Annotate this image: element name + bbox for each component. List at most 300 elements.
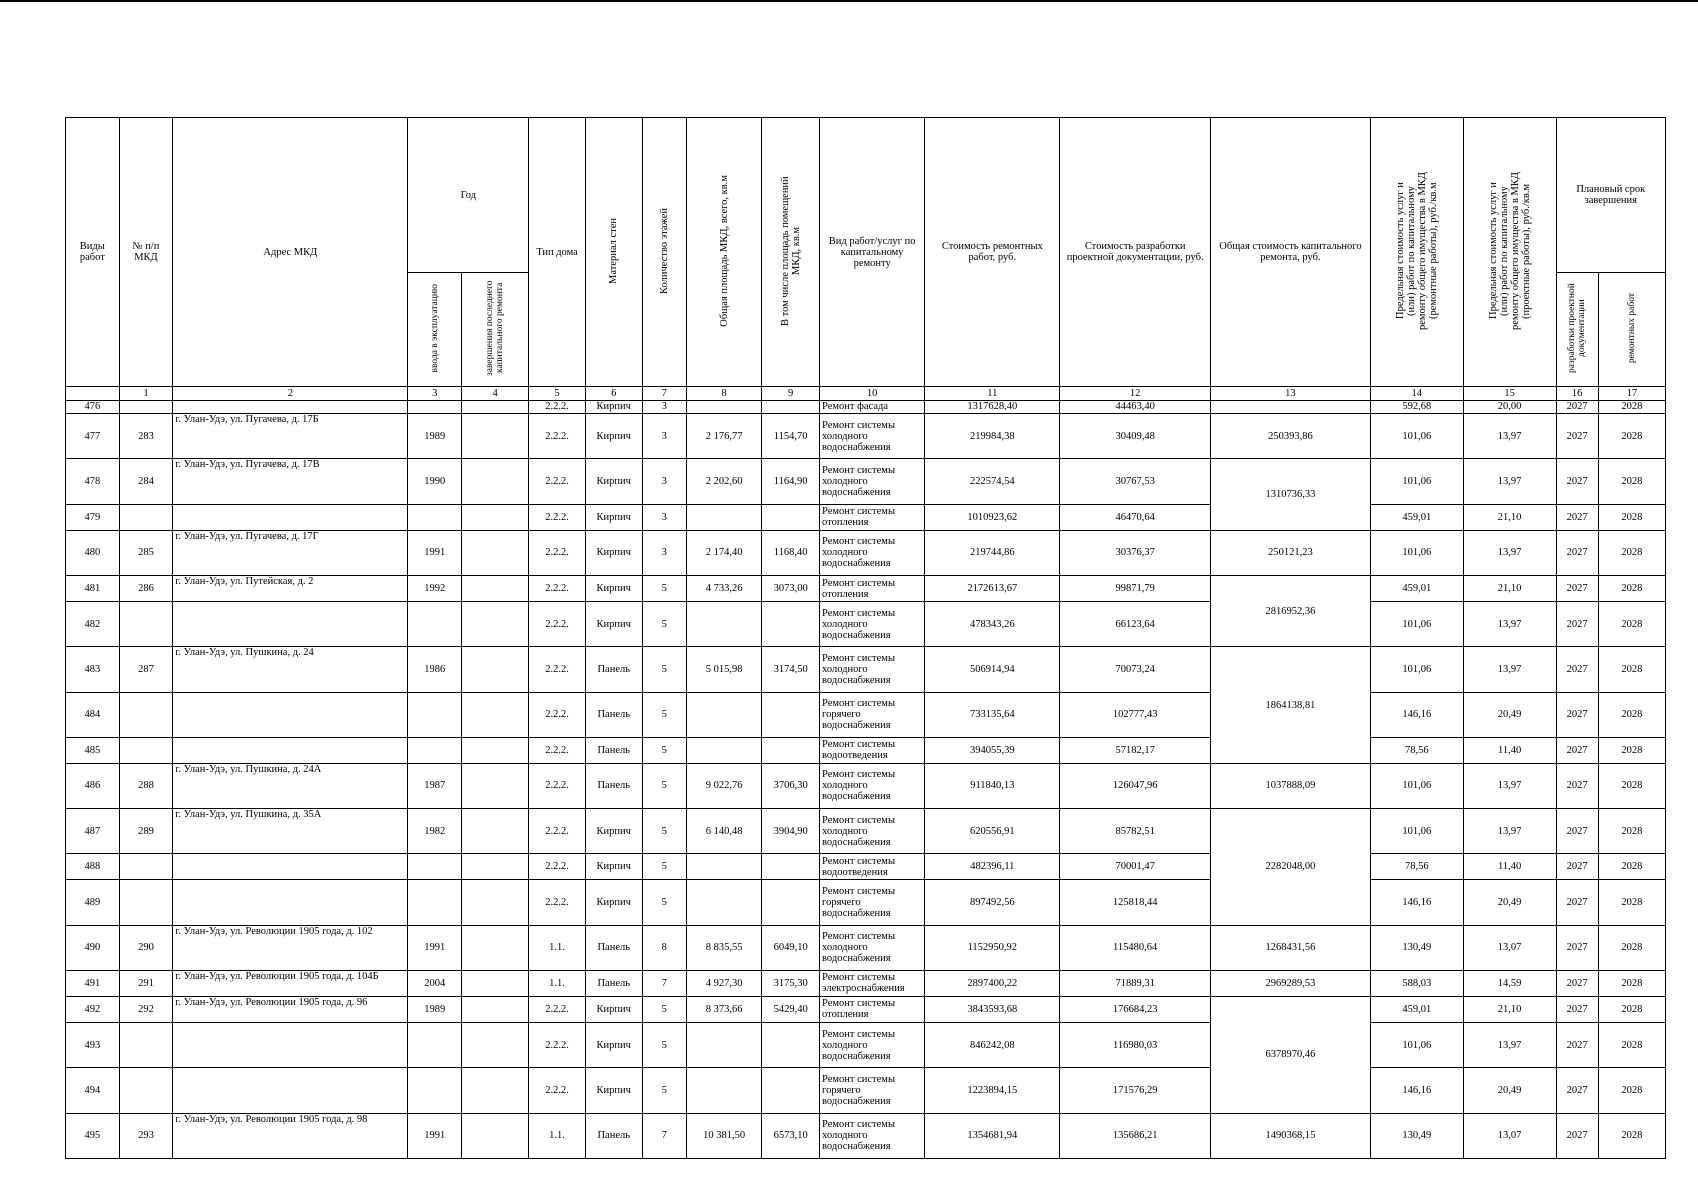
design-cost-cell: 171576,29 <box>1060 1068 1211 1113</box>
total-area-cell <box>686 504 761 530</box>
table-row <box>66 737 1666 763</box>
year-commissioned-cell <box>408 737 462 763</box>
work-kind-cell: 490 <box>66 925 120 970</box>
repair-cost-cell: 1223894,15 <box>925 1068 1060 1113</box>
year-last-repair-cell <box>462 763 529 808</box>
table-row <box>66 504 1666 530</box>
column-number: 6 <box>585 387 642 401</box>
limit-design-cell: 11,40 <box>1463 737 1556 763</box>
address-cell <box>173 854 408 880</box>
year-last-repair-cell <box>462 414 529 459</box>
work-kind-cell: 488 <box>66 854 120 880</box>
address-cell: г. Улан-Удэ, ул. Пушкина, д. 24А <box>173 763 408 808</box>
page-top-border <box>0 0 1698 2</box>
wall-material-cell: Кирпич <box>585 459 642 504</box>
premises-area-cell: 3706,30 <box>762 763 820 808</box>
table-row <box>66 809 1666 854</box>
table-row <box>66 854 1666 880</box>
mkd-no-cell <box>119 504 173 530</box>
deadline-design-cell: 2027 <box>1556 737 1598 763</box>
year-commissioned-cell: 1989 <box>408 414 462 459</box>
table-row <box>66 1068 1666 1113</box>
deadline-design-cell: 2027 <box>1556 575 1598 601</box>
address-cell <box>173 880 408 925</box>
mkd-no-cell: 290 <box>119 925 173 970</box>
header-floors: Количество этажей <box>642 118 686 387</box>
premises-area-cell: 3073,00 <box>762 575 820 601</box>
mkd-no-cell <box>119 692 173 737</box>
repair-cost-cell: 1317628,40 <box>925 400 1060 414</box>
table-row <box>66 1113 1666 1158</box>
limit-design-cell: 21,10 <box>1463 575 1556 601</box>
address-cell: г. Улан-Удэ, ул. Революции 1905 года, д. 96 <box>173 996 408 1022</box>
mkd-no-cell: 283 <box>119 414 173 459</box>
year-last-repair-cell <box>462 575 529 601</box>
deadline-repair-cell: 2028 <box>1598 459 1665 504</box>
year-commissioned-cell <box>408 854 462 880</box>
total-cost-cell: 1864138,81 <box>1210 647 1370 764</box>
column-number: 4 <box>462 387 529 401</box>
limit-repair-cell: 588,03 <box>1370 970 1463 996</box>
header-year: Год <box>408 118 529 273</box>
design-cost-cell: 70073,24 <box>1060 647 1211 692</box>
limit-repair-cell: 101,06 <box>1370 763 1463 808</box>
address-cell <box>173 504 408 530</box>
address-cell <box>173 602 408 647</box>
service-type-cell: Ремонт системы холодного водоснабжения <box>820 530 925 575</box>
mkd-no-cell: 287 <box>119 647 173 692</box>
address-cell: г. Улан-Удэ, ул. Революции 1905 года, д. 98 <box>173 1113 408 1158</box>
address-cell: г. Улан-Удэ, ул. Путейская, д. 2 <box>173 575 408 601</box>
mkd-no-cell <box>119 400 173 414</box>
table-row <box>66 763 1666 808</box>
design-cost-cell: 176684,23 <box>1060 996 1211 1022</box>
service-type-cell: Ремонт системы горячего водоснабжения <box>820 692 925 737</box>
design-cost-cell: 66123,64 <box>1060 602 1211 647</box>
mkd-no-cell <box>119 1023 173 1068</box>
house-type-cell: 1.1. <box>529 970 586 996</box>
header-limit-repair: Предельная стоимость услуг и (или) работ по капитальному ремонту общего имущества в МКД (ремонтные работы), руб./кв.м <box>1370 118 1463 387</box>
work-kind-cell: 476 <box>66 400 120 414</box>
header-deadline: Плановый срок завершения <box>1556 118 1665 273</box>
service-type-cell: Ремонт системы водоотведения <box>820 737 925 763</box>
address-cell: г. Улан-Удэ, ул. Пугачева, д. 17Г <box>173 530 408 575</box>
address-cell: г. Улан-Удэ, ул. Пушкина, д. 24 <box>173 647 408 692</box>
service-type-cell: Ремонт системы холодного водоснабжения <box>820 925 925 970</box>
header-mkd-no: № п/п МКД <box>119 118 173 387</box>
design-cost-cell: 71889,31 <box>1060 970 1211 996</box>
deadline-design-cell: 2027 <box>1556 854 1598 880</box>
total-area-cell <box>686 854 761 880</box>
total-area-cell <box>686 400 761 414</box>
total-cost-cell: 1268431,56 <box>1210 925 1370 970</box>
column-number: 9 <box>762 387 820 401</box>
limit-design-cell: 13,97 <box>1463 602 1556 647</box>
premises-area-cell <box>762 880 820 925</box>
service-type-cell: Ремонт системы холодного водоснабжения <box>820 414 925 459</box>
repair-cost-cell: 733135,64 <box>925 692 1060 737</box>
column-number: 15 <box>1463 387 1556 401</box>
premises-area-cell <box>762 854 820 880</box>
year-last-repair-cell <box>462 737 529 763</box>
limit-repair-cell: 101,06 <box>1370 602 1463 647</box>
mkd-no-cell <box>119 737 173 763</box>
mkd-no-cell: 289 <box>119 809 173 854</box>
house-type-cell: 2.2.2. <box>529 854 586 880</box>
limit-repair-cell: 78,56 <box>1370 854 1463 880</box>
column-number: 10 <box>820 387 925 401</box>
column-number: 1 <box>119 387 173 401</box>
column-number-row <box>66 387 1666 401</box>
service-type-cell: Ремонт системы горячего водоснабжения <box>820 880 925 925</box>
address-cell: г. Улан-Удэ, ул. Революции 1905 года, д. 102 <box>173 925 408 970</box>
column-number: 14 <box>1370 387 1463 401</box>
total-cost-cell: 2816952,36 <box>1210 575 1370 646</box>
work-kind-cell: 482 <box>66 602 120 647</box>
premises-area-cell <box>762 737 820 763</box>
house-type-cell: 2.2.2. <box>529 602 586 647</box>
table-row <box>66 530 1666 575</box>
deadline-repair-cell: 2028 <box>1598 970 1665 996</box>
wall-material-cell: Панель <box>585 692 642 737</box>
total-area-cell: 6 140,48 <box>686 809 761 854</box>
premises-area-cell <box>762 504 820 530</box>
deadline-repair-cell: 2028 <box>1598 996 1665 1022</box>
total-area-cell <box>686 880 761 925</box>
repair-cost-cell: 394055,39 <box>925 737 1060 763</box>
wall-material-cell: Кирпич <box>585 996 642 1022</box>
year-commissioned-cell: 1991 <box>408 925 462 970</box>
deadline-repair-cell: 2028 <box>1598 1068 1665 1113</box>
column-number: 3 <box>408 387 462 401</box>
design-cost-cell: 125818,44 <box>1060 880 1211 925</box>
wall-material-cell: Кирпич <box>585 1023 642 1068</box>
wall-material-cell: Панель <box>585 737 642 763</box>
mkd-no-cell <box>119 602 173 647</box>
service-type-cell: Ремонт системы холодного водоснабжения <box>820 647 925 692</box>
year-commissioned-cell <box>408 400 462 414</box>
premises-area-cell: 5429,40 <box>762 996 820 1022</box>
address-cell: г. Улан-Удэ, ул. Пугачева, д. 17В <box>173 459 408 504</box>
deadline-design-cell: 2027 <box>1556 692 1598 737</box>
table-row <box>66 602 1666 647</box>
floors-cell: 5 <box>642 763 686 808</box>
total-cost-cell: 1310736,33 <box>1210 459 1370 530</box>
total-area-cell <box>686 1068 761 1113</box>
deadline-repair-cell: 2028 <box>1598 400 1665 414</box>
wall-material-cell: Панель <box>585 1113 642 1158</box>
repair-cost-cell: 482396,11 <box>925 854 1060 880</box>
limit-repair-cell: 146,16 <box>1370 880 1463 925</box>
floors-cell: 5 <box>642 575 686 601</box>
deadline-design-cell: 2027 <box>1556 996 1598 1022</box>
deadline-repair-cell: 2028 <box>1598 1023 1665 1068</box>
column-number: 8 <box>686 387 761 401</box>
repair-cost-cell: 620556,91 <box>925 809 1060 854</box>
premises-area-cell: 1154,70 <box>762 414 820 459</box>
total-cost-cell: 250393,86 <box>1210 414 1370 459</box>
deadline-design-cell: 2027 <box>1556 925 1598 970</box>
table-row <box>66 1023 1666 1068</box>
header-service-type: Вид работ/услуг по капитальному ремонту <box>820 118 925 387</box>
wall-material-cell: Кирпич <box>585 854 642 880</box>
service-type-cell: Ремонт системы холодного водоснабжения <box>820 809 925 854</box>
deadline-design-cell: 2027 <box>1556 809 1598 854</box>
wall-material-cell: Кирпич <box>585 602 642 647</box>
design-cost-cell: 102777,43 <box>1060 692 1211 737</box>
year-last-repair-cell <box>462 1113 529 1158</box>
total-area-cell <box>686 602 761 647</box>
mkd-no-cell: 292 <box>119 996 173 1022</box>
floors-cell: 5 <box>642 854 686 880</box>
address-cell <box>173 400 408 414</box>
house-type-cell: 2.2.2. <box>529 880 586 925</box>
header-total-cost: Общая стоимость капитального ремонта, руб. <box>1210 118 1370 387</box>
limit-repair-cell: 101,06 <box>1370 809 1463 854</box>
wall-material-cell: Панель <box>585 763 642 808</box>
work-kind-cell: 487 <box>66 809 120 854</box>
service-type-cell: Ремонт системы холодного водоснабжения <box>820 1113 925 1158</box>
limit-repair-cell: 459,01 <box>1370 504 1463 530</box>
repair-cost-cell: 1354681,94 <box>925 1113 1060 1158</box>
header-address: Адрес МКД <box>173 118 408 387</box>
table-row <box>66 575 1666 601</box>
address-cell: г. Улан-Удэ, ул. Пугачева, д. 17Б <box>173 414 408 459</box>
premises-area-cell <box>762 602 820 647</box>
year-commissioned-cell: 1989 <box>408 996 462 1022</box>
deadline-repair-cell: 2028 <box>1598 880 1665 925</box>
deadline-design-cell: 2027 <box>1556 459 1598 504</box>
year-last-repair-cell <box>462 854 529 880</box>
year-last-repair-cell <box>462 925 529 970</box>
service-type-cell: Ремонт системы холодного водоснабжения <box>820 602 925 647</box>
limit-design-cell: 13,07 <box>1463 925 1556 970</box>
year-commissioned-cell <box>408 880 462 925</box>
repair-cost-cell: 1152950,92 <box>925 925 1060 970</box>
deadline-design-cell: 2027 <box>1556 763 1598 808</box>
house-type-cell: 2.2.2. <box>529 763 586 808</box>
limit-design-cell: 13,07 <box>1463 1113 1556 1158</box>
work-kind-cell: 477 <box>66 414 120 459</box>
floors-cell: 3 <box>642 459 686 504</box>
mkd-no-cell: 291 <box>119 970 173 996</box>
column-number: 5 <box>529 387 586 401</box>
limit-design-cell: 13,97 <box>1463 809 1556 854</box>
floors-cell: 7 <box>642 1113 686 1158</box>
design-cost-cell: 70001,47 <box>1060 854 1211 880</box>
deadline-design-cell: 2027 <box>1556 1068 1598 1113</box>
floors-cell: 3 <box>642 504 686 530</box>
service-type-cell: Ремонт системы холодного водоснабжения <box>820 1023 925 1068</box>
floors-cell: 5 <box>642 692 686 737</box>
design-cost-cell: 30767,53 <box>1060 459 1211 504</box>
total-area-cell: 2 176,77 <box>686 414 761 459</box>
limit-repair-cell: 101,06 <box>1370 459 1463 504</box>
deadline-design-cell: 2027 <box>1556 530 1598 575</box>
year-commissioned-cell <box>408 1023 462 1068</box>
year-commissioned-cell: 2004 <box>408 970 462 996</box>
year-last-repair-cell <box>462 1068 529 1113</box>
repair-cost-cell: 3843593,68 <box>925 996 1060 1022</box>
house-type-cell: 2.2.2. <box>529 1023 586 1068</box>
year-commissioned-cell: 1992 <box>408 575 462 601</box>
total-area-cell: 8 373,66 <box>686 996 761 1022</box>
house-type-cell: 2.2.2. <box>529 504 586 530</box>
limit-repair-cell: 459,01 <box>1370 575 1463 601</box>
repair-cost-cell: 478343,26 <box>925 602 1060 647</box>
header-total-area: Общая площадь МКД, всего, кв.м <box>686 118 761 387</box>
total-cost-cell <box>1210 400 1370 414</box>
design-cost-cell: 135686,21 <box>1060 1113 1211 1158</box>
premises-area-cell: 3904,90 <box>762 809 820 854</box>
premises-area-cell <box>762 1023 820 1068</box>
total-cost-cell: 1490368,15 <box>1210 1113 1370 1158</box>
deadline-repair-cell: 2028 <box>1598 575 1665 601</box>
wall-material-cell: Панель <box>585 970 642 996</box>
deadline-repair-cell: 2028 <box>1598 763 1665 808</box>
table-row <box>66 647 1666 692</box>
deadline-design-cell: 2027 <box>1556 647 1598 692</box>
wall-material-cell: Кирпич <box>585 530 642 575</box>
limit-design-cell: 20,49 <box>1463 692 1556 737</box>
repair-cost-cell: 2172613,67 <box>925 575 1060 601</box>
header-house-type: Тип дома <box>529 118 586 387</box>
total-area-cell <box>686 692 761 737</box>
year-last-repair-cell <box>462 504 529 530</box>
deadline-repair-cell: 2028 <box>1598 737 1665 763</box>
total-cost-cell: 2282048,00 <box>1210 809 1370 926</box>
limit-repair-cell: 130,49 <box>1370 1113 1463 1158</box>
wall-material-cell: Кирпич <box>585 504 642 530</box>
limit-design-cell: 13,97 <box>1463 763 1556 808</box>
limit-repair-cell: 146,16 <box>1370 1068 1463 1113</box>
premises-area-cell <box>762 400 820 414</box>
design-cost-cell: 99871,79 <box>1060 575 1211 601</box>
work-kind-cell: 494 <box>66 1068 120 1113</box>
wall-material-cell: Кирпич <box>585 1068 642 1113</box>
premises-area-cell: 3174,50 <box>762 647 820 692</box>
design-cost-cell: 116980,03 <box>1060 1023 1211 1068</box>
limit-design-cell: 20,49 <box>1463 880 1556 925</box>
premises-area-cell: 6573,10 <box>762 1113 820 1158</box>
wall-material-cell: Кирпич <box>585 400 642 414</box>
repair-cost-cell: 222574,54 <box>925 459 1060 504</box>
service-type-cell: Ремонт системы электроснабжения <box>820 970 925 996</box>
year-last-repair-cell <box>462 400 529 414</box>
house-type-cell: 2.2.2. <box>529 1068 586 1113</box>
floors-cell: 3 <box>642 530 686 575</box>
total-cost-cell: 6378970,46 <box>1210 996 1370 1113</box>
address-cell <box>173 1068 408 1113</box>
work-kind-cell: 478 <box>66 459 120 504</box>
limit-repair-cell: 78,56 <box>1370 737 1463 763</box>
floors-cell: 5 <box>642 809 686 854</box>
design-cost-cell: 30409,48 <box>1060 414 1211 459</box>
deadline-repair-cell: 2028 <box>1598 854 1665 880</box>
mkd-no-cell: 285 <box>119 530 173 575</box>
mkd-no-cell: 293 <box>119 1113 173 1158</box>
repair-cost-cell: 2897400,22 <box>925 970 1060 996</box>
work-kind-cell: 483 <box>66 647 120 692</box>
total-area-cell: 8 835,55 <box>686 925 761 970</box>
limit-design-cell: 20,00 <box>1463 400 1556 414</box>
service-type-cell: Ремонт системы холодного водоснабжения <box>820 763 925 808</box>
column-number: 13 <box>1210 387 1370 401</box>
limit-repair-cell: 101,06 <box>1370 1023 1463 1068</box>
limit-design-cell: 14,59 <box>1463 970 1556 996</box>
header-design-cost: Стоимость разработки проектной документации, руб. <box>1060 118 1211 387</box>
deadline-repair-cell: 2028 <box>1598 647 1665 692</box>
wall-material-cell: Панель <box>585 647 642 692</box>
total-area-cell: 9 022,76 <box>686 763 761 808</box>
table-row <box>66 996 1666 1022</box>
house-type-cell: 2.2.2. <box>529 400 586 414</box>
year-commissioned-cell: 1987 <box>408 763 462 808</box>
deadline-design-cell: 2027 <box>1556 400 1598 414</box>
table-row <box>66 925 1666 970</box>
total-area-cell: 5 015,98 <box>686 647 761 692</box>
repair-cost-cell: 506914,94 <box>925 647 1060 692</box>
table-row <box>66 414 1666 459</box>
work-kind-cell: 491 <box>66 970 120 996</box>
deadline-repair-cell: 2028 <box>1598 809 1665 854</box>
work-kind-cell: 479 <box>66 504 120 530</box>
column-number: 17 <box>1598 387 1665 401</box>
total-cost-cell: 2969289,53 <box>1210 970 1370 996</box>
service-type-cell: Ремонт системы горячего водоснабжения <box>820 1068 925 1113</box>
work-kind-cell: 480 <box>66 530 120 575</box>
floors-cell: 5 <box>642 647 686 692</box>
table-row <box>66 400 1666 414</box>
premises-area-cell: 3175,30 <box>762 970 820 996</box>
limit-design-cell: 21,10 <box>1463 504 1556 530</box>
design-cost-cell: 126047,96 <box>1060 763 1211 808</box>
header-year-last-repair: завершения последнего капитального ремонта <box>462 273 529 387</box>
floors-cell: 5 <box>642 996 686 1022</box>
header-wall-material: Материал стен <box>585 118 642 387</box>
year-commissioned-cell: 1991 <box>408 530 462 575</box>
limit-design-cell: 11,40 <box>1463 854 1556 880</box>
year-commissioned-cell: 1991 <box>408 1113 462 1158</box>
mkd-no-cell <box>119 880 173 925</box>
year-commissioned-cell: 1990 <box>408 459 462 504</box>
house-type-cell: 2.2.2. <box>529 530 586 575</box>
service-type-cell: Ремонт системы отопления <box>820 575 925 601</box>
deadline-design-cell: 2027 <box>1556 602 1598 647</box>
work-kind-cell: 492 <box>66 996 120 1022</box>
premises-area-cell <box>762 1068 820 1113</box>
repair-cost-cell: 1010923,62 <box>925 504 1060 530</box>
table-row <box>66 970 1666 996</box>
column-number: 12 <box>1060 387 1211 401</box>
floors-cell: 5 <box>642 602 686 647</box>
capital-repair-table <box>65 117 1666 1159</box>
total-area-cell <box>686 737 761 763</box>
wall-material-cell: Кирпич <box>585 880 642 925</box>
address-cell <box>173 692 408 737</box>
floors-cell: 3 <box>642 414 686 459</box>
limit-design-cell: 13,97 <box>1463 414 1556 459</box>
mkd-no-cell: 284 <box>119 459 173 504</box>
year-last-repair-cell <box>462 530 529 575</box>
address-cell: г. Улан-Удэ, ул. Революции 1905 года, д. 104Б <box>173 970 408 996</box>
service-type-cell: Ремонт фасада <box>820 400 925 414</box>
service-type-cell: Ремонт системы холодного водоснабжения <box>820 459 925 504</box>
header-repair-cost: Стоимость ремонтных работ, руб. <box>925 118 1060 387</box>
house-type-cell: 1.1. <box>529 925 586 970</box>
year-commissioned-cell <box>408 504 462 530</box>
deadline-design-cell: 2027 <box>1556 1023 1598 1068</box>
